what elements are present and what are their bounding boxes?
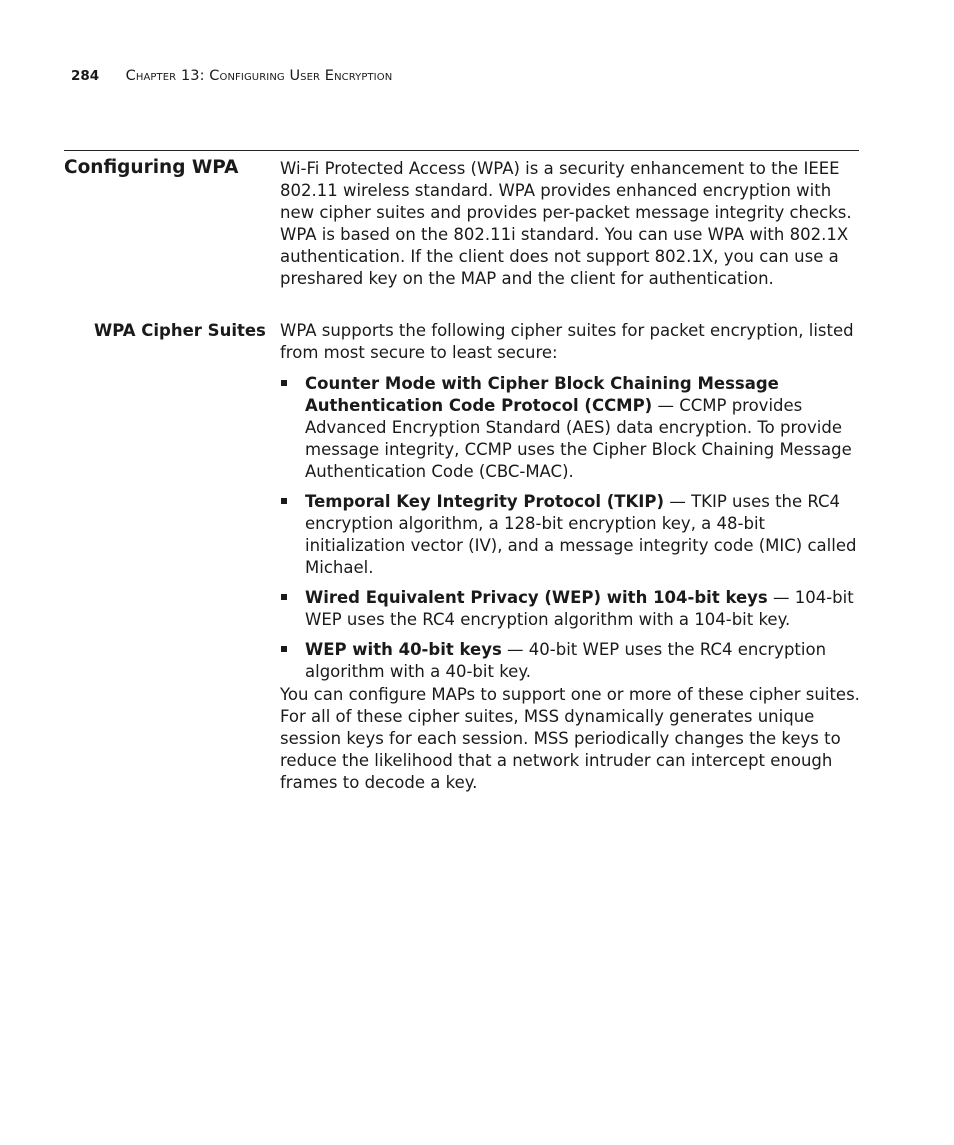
cipher-suite-description: — CCMP provides Advanced Encryption Standard (AES) data encryption. To provide message integrity, CCMP uses the Cipher Block Chaining Message Authentication Code (CBC-MAC). [305, 396, 852, 481]
square-bullet-icon [281, 380, 287, 386]
cipher-suite-description: — TKIP uses the RC4 encryption algorithm, a 128-bit encryption key, a 48-bit initialization vector (IV), and a message integrity code (MIC) called Michael. [305, 492, 857, 577]
list-item [280, 639, 865, 683]
cipher-suite-list [280, 373, 865, 691]
square-bullet-icon [281, 498, 287, 504]
list-item [280, 373, 865, 483]
list-item [280, 587, 865, 631]
cipher-suite-description: — 40-bit WEP uses the RC4 encryption algorithm with a 40-bit key. [305, 640, 827, 681]
cipher-suite-term: WEP with 40-bit keys [305, 640, 502, 659]
square-bullet-icon [281, 646, 287, 652]
list-item [280, 491, 865, 579]
section-title: Configuring WPA [64, 157, 239, 178]
page-number: 284 [71, 68, 100, 84]
cipher-suite-term: Counter Mode with Cipher Block Chaining Message Authentication Code Protocol (CCMP) [305, 374, 779, 415]
section-intro-paragraph: Wi-Fi Protected Access (WPA) is a security enhancement to the IEEE 802.11 wireless standard. WPA provides enhanced encryption with new cipher suites and provides per-packet message integrity checks. WPA is based on the 802.11i standard. You can use WPA with 802.1X authentication. If the client does not support 802.1X, you can use a preshared key on the MAP and the client for authentication. [280, 159, 852, 288]
square-bullet-icon [281, 594, 287, 600]
cipher-suite-description: — 104-bit WEP uses the RC4 encryption algorithm with a 104-bit key. [305, 588, 854, 629]
cipher-suite-term: Wired Equivalent Privacy (WEP) with 104-bit keys [305, 588, 768, 607]
closing-paragraph: You can configure MAPs to support one or more of these cipher suites. For all of these cipher suites, MSS dynamically generates unique session keys for each session. MSS periodically changes the keys to reduce the likelihood that a network intruder can intercept enough frames to decode a key. [280, 685, 860, 792]
running-header [71, 66, 392, 86]
cipher-suite-term: Temporal Key Integrity Protocol (TKIP) [305, 492, 665, 511]
subsection-intro-paragraph: WPA supports the following cipher suites for packet encryption, listed from most secure to least secure: [280, 321, 854, 362]
section-divider [64, 150, 859, 151]
subsection-title: WPA Cipher Suites [94, 321, 266, 340]
chapter-title: Chapter 13: Configuring User Encryption [125, 68, 393, 84]
